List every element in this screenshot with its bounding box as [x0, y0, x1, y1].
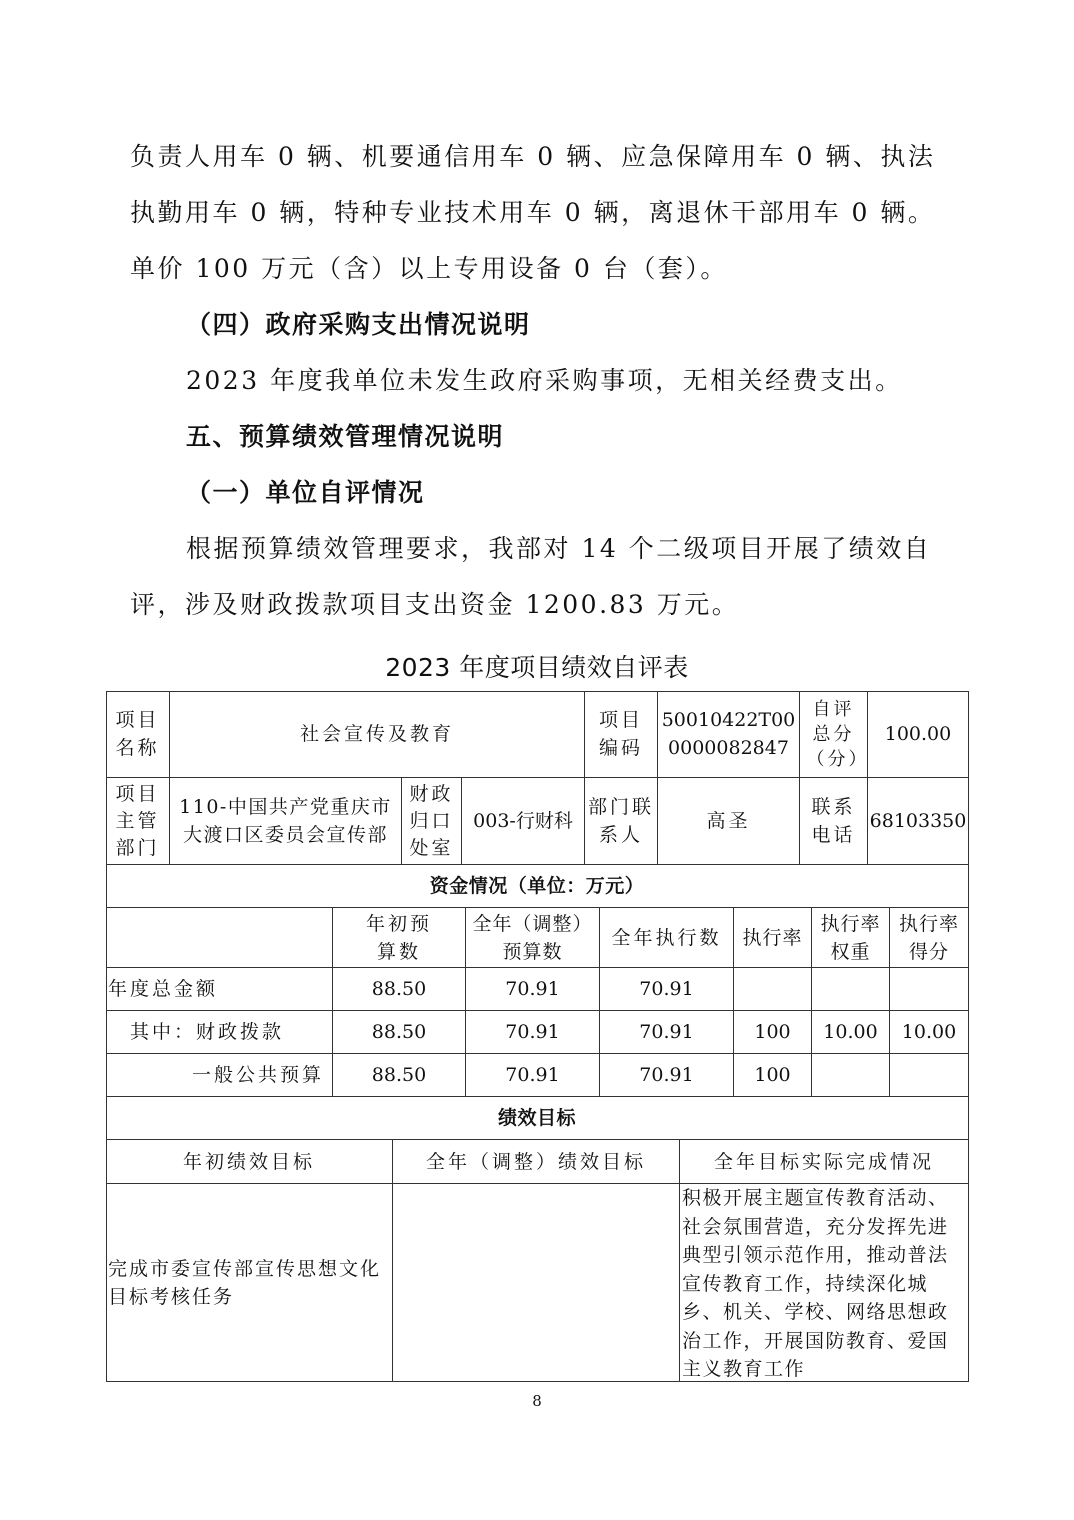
page-number: 8 — [532, 1392, 542, 1410]
row-score — [890, 1054, 969, 1097]
heading-procurement: （四）政府采购支出情况说明 — [186, 310, 531, 339]
contact-label: 部门联系人 — [585, 778, 658, 865]
funding-header: 资金情况（单位：万元） — [106, 865, 969, 908]
phone-label: 联系电话 — [800, 778, 868, 865]
row-adjusted: 70.91 — [466, 1054, 600, 1097]
funding-col-blank — [106, 908, 333, 968]
project-name-value: 社会宣传及教育 — [170, 691, 585, 778]
row-executed: 70.91 — [600, 968, 734, 1011]
row-score — [890, 968, 969, 1011]
funding-col-score: 执行率得分 — [890, 908, 969, 968]
paragraph-vehicles-line3: 单价 100 万元（含）以上专用设备 0 台（套）。 — [130, 254, 728, 283]
row-rate: 100 — [734, 1011, 812, 1054]
goals-col-initial: 年初绩效目标 — [106, 1140, 393, 1184]
row-label: 其中：财政拨款 — [106, 1011, 333, 1054]
goal-actual: 积极开展主题宣传教育活动、社会氛围营造，充分发挥先进典型引领示范作用，推动普法宣传教育工作，持续深化城乡、机关、学校、网络思想政治工作，开展国防教育、爱国主义教育工作 — [680, 1184, 969, 1382]
row-rate — [734, 968, 812, 1011]
paragraph-selfeval-line1: 根据预算绩效管理要求，我部对 14 个二级项目开展了绩效自 — [186, 534, 932, 563]
paragraph-procurement: 2023 年度我单位未发生政府采购事项，无相关经费支出。 — [186, 366, 903, 395]
row-rate: 100 — [734, 1054, 812, 1097]
row-adjusted: 70.91 — [466, 1011, 600, 1054]
row-initial: 88.50 — [333, 1011, 466, 1054]
goal-initial: 完成市委宣传部宣传思想文化目标考核任务 — [106, 1184, 393, 1382]
heading-section5: 五、预算绩效管理情况说明 — [186, 422, 505, 451]
paragraph-vehicles-line2: 执勤用车 0 辆，特种专业技术用车 0 辆，离退休干部用车 0 辆。 — [130, 198, 936, 227]
contact-value: 高圣 — [658, 778, 800, 865]
row-executed: 70.91 — [600, 1054, 734, 1097]
goals-col-actual: 全年目标实际完成情况 — [680, 1140, 969, 1184]
row-score: 10.00 — [890, 1011, 969, 1054]
row-initial: 88.50 — [333, 968, 466, 1011]
project-code-value: 50010422T000000082847 — [658, 691, 800, 778]
performance-table — [106, 691, 969, 1382]
goals-header: 绩效目标 — [106, 1097, 969, 1140]
heading-selfeval: （一）单位自评情况 — [186, 478, 425, 507]
finance-office-label: 财政归口处室 — [402, 778, 462, 865]
goal-adjusted — [393, 1184, 680, 1382]
table-title: 2023 年度项目绩效自评表 — [385, 653, 689, 682]
row-adjusted: 70.91 — [466, 968, 600, 1011]
funding-col-weight: 执行率权重 — [812, 908, 890, 968]
paragraph-vehicles-line1: 负责人用车 0 辆、机要通信用车 0 辆、应急保障用车 0 辆、执法 — [130, 142, 936, 171]
row-initial: 88.50 — [333, 1054, 466, 1097]
funding-col-initial: 年初预算数 — [333, 908, 466, 968]
row-weight — [812, 1054, 890, 1097]
phone-value: 68103350 — [868, 778, 969, 865]
paragraph-selfeval-line2: 评，涉及财政拨款项目支出资金 1200.83 万元。 — [130, 590, 740, 619]
row-executed: 70.91 — [600, 1011, 734, 1054]
total-score-value: 100.00 — [868, 691, 969, 778]
funding-col-rate: 执行率 — [734, 908, 812, 968]
funding-col-adjusted: 全年（调整）预算数 — [466, 908, 600, 968]
dept-value: 110-中国共产党重庆市大渡口区委员会宣传部 — [170, 778, 402, 865]
project-code-label: 项目编码 — [585, 691, 658, 778]
finance-office-value: 003-行财科 — [462, 778, 585, 865]
row-weight: 10.00 — [812, 1011, 890, 1054]
project-name-label: 项目名称 — [106, 691, 170, 778]
goals-col-adjusted: 全年（调整）绩效目标 — [393, 1140, 680, 1184]
funding-col-executed: 全年执行数 — [600, 908, 734, 968]
dept-label: 项目主管部门 — [106, 778, 170, 865]
row-label: 年度总金额 — [106, 968, 333, 1011]
row-label: 一般公共预算 — [106, 1054, 333, 1097]
total-score-label: 自评总分（分） — [800, 691, 868, 778]
row-weight — [812, 968, 890, 1011]
